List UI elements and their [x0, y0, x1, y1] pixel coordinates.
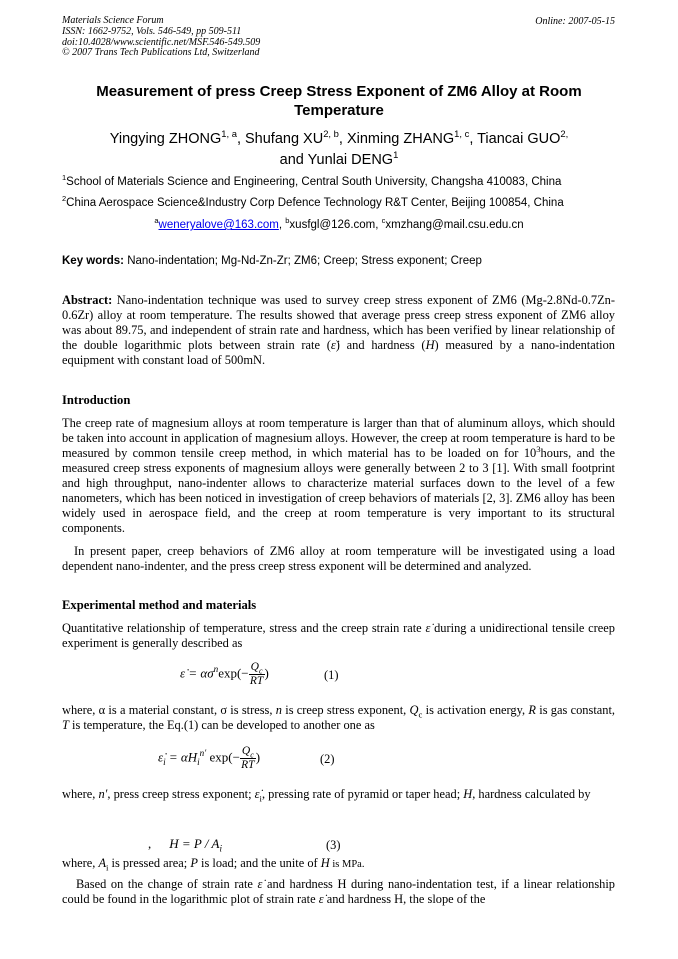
- issn-line: ISSN: 1662-9752, Vols. 546-549, pp 509-511: [62, 25, 242, 37]
- keywords-text: Nano-indentation; Mg-Nd-Zn-Zr; ZM6; Creep; Stress exponent; Creep: [124, 255, 482, 267]
- exp-text: Based on the change of strain rate: [76, 877, 258, 891]
- journal-name: Materials Science Forum: [62, 15, 164, 26]
- affiliation-1: [62, 173, 622, 188]
- intro-text: The creep rate of magnesium alloys at room temperature is larger than that of aluminum alloys, which should be taken into account in application of magnesium alloys. However, the creep at room temperature is hard to be measured by common tensile creep method, in which material has to be loaded on for 10: [62, 416, 615, 460]
- eq2-lhs-sub: i: [163, 757, 166, 768]
- eq2-eqsign: = αH: [165, 749, 198, 765]
- eq2-num: Q: [241, 745, 251, 757]
- symbol-a-sub: i: [106, 862, 109, 873]
- symbol-h: H: [320, 856, 330, 870]
- exp-text: is pressed area;: [108, 856, 191, 870]
- symbol-strain-rate: ε̇: [318, 892, 324, 906]
- equation-1-number: (1): [324, 668, 339, 682]
- exp-text: is load; and the unite of: [197, 856, 321, 870]
- email-list: $^a$weneryalove@163.com, $^b$xusfgl@126.com, $^c$xmzhang@mail.csu.edu.cn: [154, 216, 524, 231]
- author-name: Yingying ZHONG: [109, 131, 222, 147]
- email-sup: a: [154, 216, 159, 226]
- author-sep: ,: [236, 131, 245, 147]
- intro-text: hours, and the measured creep stress exponents of magnesium alloys were generally between 2 to 3 [1]. With small footprint and high throughput, nano-indenter allows to characterize material surfaces down to the level of a few nanometers, which has been noticed in investigation of creep behaviors of materials [2, 3]. ZM6 alloy has been widely used in aerospace field, and the creep at room temperature is very important to its structural components.: [62, 446, 615, 535]
- email-sup: c: [381, 216, 386, 226]
- copyright-line: © 2007 Trans Tech Publications Ltd, Switzerland: [62, 47, 260, 59]
- email-c: xmzhang@mail.csu.edu.cn: [385, 219, 524, 231]
- affiliation-text: School of Materials Science and Engineering, Central South University, Changsha 410083, China: [66, 176, 562, 188]
- exp-text: and hardness H, the slope of the: [323, 892, 486, 906]
- abstract-text: Nano-indentation technique was used to survey creep stress exponent of ZM6 (Mg-2.8Nd-0.7Zn-0.6Zr) alloy at room temperature. The results showed that average press creep stress exponent of ZM6 alloy was about 89.75, and independent of strain rate and hardness, which has been verified by linear relationship of the double logarithmic plots between strain rate (: [62, 293, 615, 352]
- author-name: Tiancai GUO: [477, 131, 561, 147]
- eq2-mid: exp(−: [206, 749, 240, 765]
- symbol-a: A: [98, 856, 107, 870]
- experimental-paragraph-4: [62, 856, 615, 872]
- eq2-den: RT: [241, 759, 255, 771]
- abstract-text: ) measured by a nano-indentation equipment with constant load of 500mN.: [62, 338, 615, 367]
- abstract-text: ) and hardness (: [335, 338, 426, 352]
- eq2-h-sub: i: [197, 757, 200, 768]
- exp-text: is activation energy,: [422, 703, 529, 717]
- author-name: Yunlai DENG: [307, 152, 394, 168]
- keywords-label: Key words:: [62, 255, 124, 267]
- author-sep: ,: [469, 131, 478, 147]
- eq2-exp: n′: [199, 748, 207, 759]
- exp-text: is temperature, the Eq.(1) can be developed to another one as: [68, 718, 375, 732]
- keywords: [62, 255, 482, 267]
- email-b: xusfgl@126.com: [289, 219, 376, 231]
- exp-text: is gas constant,: [535, 703, 615, 717]
- symbol-h: H: [463, 787, 473, 801]
- affiliation-sup: 1: [62, 173, 67, 183]
- doi-line: doi:10.4028/www.scientific.net/MSF.546-549.509: [62, 36, 261, 48]
- exp-text: Quantitative relationship of temperature, stress and the creep strain rate: [62, 621, 426, 635]
- author-sup: 2,: [560, 128, 569, 140]
- eq3-text: H = P / A: [169, 836, 220, 851]
- introduction-paragraph-1: [62, 416, 615, 536]
- affiliation-sup: 2: [62, 194, 67, 204]
- exp-text: where, α is a material constant, σ is stress,: [62, 703, 276, 717]
- symbol-q: Q: [409, 703, 419, 717]
- symbol-e-sub: i: [259, 793, 262, 804]
- symbol-n: n: [275, 703, 282, 717]
- abstract: [62, 293, 615, 368]
- eq1-num-sub: c: [258, 666, 263, 676]
- equation-1: [180, 661, 269, 688]
- exp-text: , pressing rate of pyramid or taper head;: [261, 787, 464, 801]
- experimental-paragraph-5: [62, 877, 615, 907]
- eq2-lhs: ε̇: [158, 749, 164, 765]
- eq3-comma: ,: [148, 836, 152, 851]
- author-sup: 2, b: [323, 128, 339, 140]
- author-sup: 1: [393, 149, 399, 161]
- eq3-sub: i: [219, 843, 222, 854]
- exp-text: is creep stress exponent,: [281, 703, 410, 717]
- eq1-num: Q: [250, 661, 259, 673]
- symbol-r: R: [528, 703, 536, 717]
- exp-text: during a unidirectional tensile creep experiment is generally described as: [62, 621, 615, 650]
- eq2-num-sub: c: [250, 750, 254, 760]
- symbol-n-prime: n′: [98, 787, 108, 801]
- equation-2: [158, 745, 260, 772]
- introduction-paragraph-2: In present paper, creep behaviors of ZM6 alloy at room temperature will be investigated using a load dependent nano-indenter, and the press creep stress exponent will be determined and analyzed.: [62, 544, 615, 573]
- eq2-close: ): [255, 749, 261, 765]
- exp-text: is MPa.: [329, 859, 365, 870]
- eq2-fraction: [240, 745, 256, 772]
- exp-text: and hardness H during nano-indentation test, if a linear relationship could be found in the logarithmic plot of strain rate: [62, 877, 615, 906]
- author-name: Shufang XU: [245, 131, 324, 147]
- section-heading-experimental: Experimental method and materials: [62, 598, 257, 612]
- author-and: and: [279, 152, 308, 168]
- experimental-paragraph-1: [62, 621, 615, 651]
- abstract-label: Abstract:: [62, 293, 113, 307]
- author-sup: 1, c: [454, 128, 470, 140]
- eq1-lhs: ε̇ = ασ: [180, 665, 214, 681]
- affiliation-text: China Aerospace Science&Industry Corp Defence Technology R&T Center, Beijing 100854, China: [66, 197, 564, 209]
- author-sep: ,: [338, 131, 347, 147]
- online-date: Online: 2007-05-15: [535, 16, 615, 27]
- eq1-mid: exp(−: [218, 665, 249, 681]
- symbol-t: T: [62, 718, 69, 732]
- experimental-paragraph-2: [62, 703, 615, 733]
- journal-header: [62, 16, 260, 59]
- author-name: Xinming ZHANG: [346, 131, 455, 147]
- email-link-a[interactable]: weneryalove@163.com: [158, 219, 279, 231]
- symbol-strain-rate: ε̇: [330, 338, 336, 352]
- symbol-strain-rate: ε̇: [254, 787, 260, 801]
- eq1-fraction: [249, 661, 265, 688]
- symbol-q-sub: c: [418, 709, 423, 720]
- exp-text: , press creep stress exponent;: [107, 787, 255, 801]
- equation-3-number: (3): [326, 838, 341, 852]
- eq1-close: ): [264, 665, 269, 681]
- symbol-strain-rate: ε̇: [257, 877, 263, 891]
- exp-text: where,: [62, 787, 99, 801]
- exp-text: , hardness calculated by: [472, 787, 591, 801]
- eq1-exp: n: [213, 664, 219, 675]
- symbol-hardness: H: [425, 338, 435, 352]
- author-sup: 1, a: [221, 128, 237, 140]
- paper-title: Measurement of press Creep Stress Exponent of ZM6 Alloy at Room Temperature: [96, 83, 582, 119]
- affiliation-2: [62, 194, 622, 209]
- exp-text: where,: [62, 856, 99, 870]
- email-sup: b: [285, 216, 290, 226]
- author-list: [62, 129, 616, 171]
- equation-2-number: (2): [320, 752, 335, 766]
- eq1-den: RT: [249, 675, 264, 687]
- symbol-p: P: [190, 856, 198, 870]
- symbol-strain-rate: ε̇: [425, 621, 431, 635]
- intro-exponent: 3: [536, 443, 541, 454]
- section-heading-introduction: Introduction: [62, 393, 131, 407]
- experimental-paragraph-3: [62, 787, 615, 802]
- equation-3: [148, 836, 222, 852]
